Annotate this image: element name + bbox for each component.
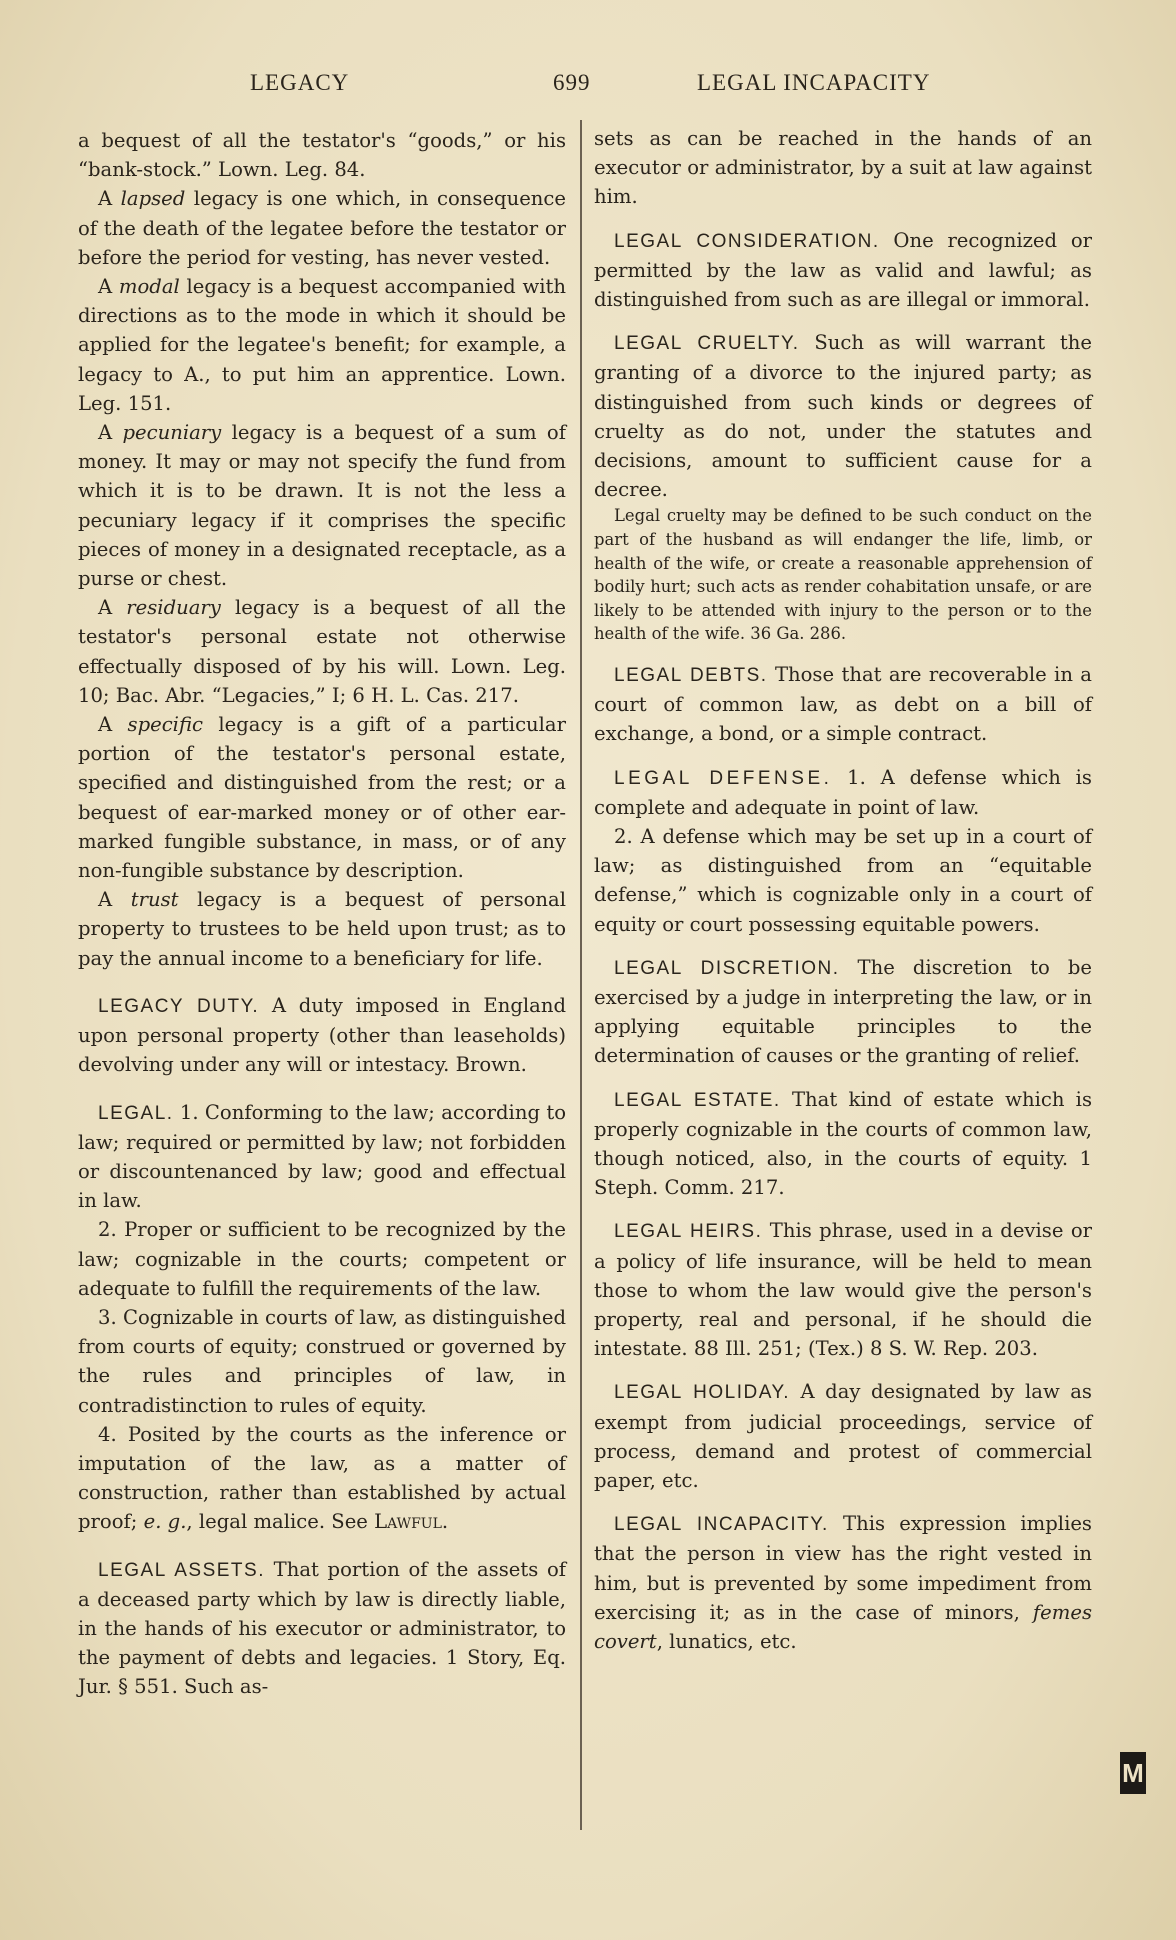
page-number: 699 xyxy=(553,70,591,95)
headword: LEGAL ASSETS. xyxy=(98,1559,265,1581)
thumb-index-tab[interactable]: M xyxy=(1120,1752,1146,1794)
headword: LEGACY DUTY. xyxy=(98,995,260,1017)
entry-legal-sense-3: 3. Cognizable in courts of law, as distinguished from courts of equity; construed or governed by the rules and principles of law, in contradistinction to rules of equity. xyxy=(78,1305,566,1417)
subentry-specific: A specific legacy is a gift of a particular portion of the testator's personal estate, specified and distinguished from the rest; or a bequest of ear-marked money or of other ear-marked fungible substance, in mass, or of any non-fungible substance by description. xyxy=(78,713,566,883)
headword: LEGAL HOLIDAY. xyxy=(614,1382,790,1404)
headword: LEGAL. xyxy=(98,1102,174,1124)
entry-legal-incapacity: LEGAL INCAPACITY. This expression implies that the person in view has the right vested in him, but is prevented by some impediment from exercising it; as in the case of minors, femes covert, lunatics, etc. xyxy=(594,1512,1092,1654)
entry-legal-estate: LEGAL ESTATE. That kind of estate which is properly cognizable in the courts of common law, though noticed, also, in the courts of equity. 1 Steph. Comm. 217. xyxy=(594,1087,1092,1200)
entry-legal-cruelty: LEGAL CRUELTY. Such as will warrant the granting of a divorce to the injured party; as distinguished from such kinds or degrees of cruelty as do not, under the statutes and decisions, amount to sufficient cause for a decree. xyxy=(594,331,1092,502)
continued-text: sets as can be reached in the hands of an executor or administrator, by a suit at law against him. xyxy=(594,127,1092,209)
subentry-pecuniary: A pecuniary legacy is a bequest of a sum of money. It may or may not specify the fund from which it is to be drawn. It is not the less a pecuniary legacy if it comprises the specific pieces of money in a designated receptacle, as a purse or chest. xyxy=(78,421,566,591)
headword: LEGAL HEIRS. xyxy=(614,1221,763,1243)
entry-legal-holiday: LEGAL HOLIDAY. A day designated by law as exempt from judicial proceedings, service of process, demand and protest of commercial paper, etc. xyxy=(594,1380,1092,1493)
headword: LEGAL CRUELTY. xyxy=(614,333,800,355)
entry-legal-defense: LEGAL DEFENSE. 1. A defense which is complete and adequate in point of law. xyxy=(594,765,1092,819)
continued-text: a bequest of all the testator's “goods,” or his “bank-stock.” Lown. Leg. 84. xyxy=(78,129,566,182)
entry-legal-consideration: LEGAL CONSIDERATION. One recognized or permitted by the law as valid and lawful; as distinguished from such as are illegal or immoral. xyxy=(594,228,1093,312)
entry-legal: LEGAL. 1. Conforming to the law; according to law; required or permitted by law; not forbidden or discountenanced by law; good and effectual in law. xyxy=(78,1100,566,1213)
entry-legal-cruelty-note: Legal cruelty may be defined to be such conduct on the part of the husband as will endanger the life, limb, or health of the wife, or create a reasonable apprehension of bodily hurt; such acts as render cohabitation unsafe, or are likely to be attended with injury to the person or to the health of the wife. 36 Ga. 286. xyxy=(594,506,1092,644)
subentry-residuary: A residuary legacy is a bequest of all the testator's personal estate not otherwise effectually disposed of by his will. Lown. Leg. 10; Bac. Abr. “Legacies,” I; 6 H. L. Cas. 217. xyxy=(78,596,566,707)
headword: LEGAL ESTATE. xyxy=(614,1089,781,1111)
entry-legacy-duty: LEGACY DUTY. A duty imposed in England upon personal property (other than leaseholds) devolving under any will or intestacy. Brown. xyxy=(78,993,566,1077)
column-divider xyxy=(580,120,582,1830)
running-header xyxy=(75,70,975,100)
header-right-guide-word: LEGAL INCAPACITY xyxy=(697,70,931,95)
headword: LEGAL DEBTS. xyxy=(614,665,768,686)
entry-legal-sense-2: 2. Proper or sufficient to be recognized by the law; cognizable in the courts; competent or adequate to fulfill the requirements of the law. xyxy=(78,1218,566,1300)
headword: LEGAL DISCRETION. xyxy=(614,957,840,979)
entry-legal-assets: LEGAL ASSETS. That portion of the assets of a deceased party which by law is directly liable, in the hands of his executor or administrator, to the payment of debts and legacies. 1 Story, Eq. Jur. § 551. Such as- xyxy=(78,1557,566,1699)
entry-legal-heirs: LEGAL HEIRS. This phrase, used in a devise or a policy of life insurance, will be held to mean those to whom the law would give the person's property, real and personal, if he should die intestate. 88 Ill. 251; (Tex.) 8 S. W. Rep. 203. xyxy=(594,1219,1092,1361)
entry-legal-defense-sense-2: 2. A defense which may be set up in a court of law; as distinguished from an “equitable defense,” which is cognizable only in a court of equity or court possessing equitable powers. xyxy=(594,825,1092,936)
entry-legal-debts: LEGAL DEBTS. Those that are recoverable in a court of common law, as debt on a bill of exchange, a bond, or a simple contract. xyxy=(594,663,1092,746)
entry-legal-discretion: LEGAL DISCRETION. The discretion to be exercised by a judge in interpreting the law, or in applying equitable principles to the determination of causes or the granting of relief. xyxy=(594,955,1092,1068)
right-column xyxy=(594,124,1092,1656)
subentry-modal: A modal legacy is a bequest accompanied with directions as to the mode in which it should be applied for the legatee's benefit; for example, a legacy to A., to put him an apprentice. Lown. Leg. 151. xyxy=(78,275,566,415)
header-left-guide-word: LEGACY xyxy=(250,70,350,95)
subentry-trust: A trust legacy is a bequest of personal property to trustees to be held upon trust; as to pay the annual income to a beneficiary for life. xyxy=(78,888,566,970)
headword: LEGAL INCAPACITY. xyxy=(614,1514,829,1536)
headword: LEGAL CONSIDERATION. xyxy=(614,230,880,252)
headword: LEGAL DEFENSE. xyxy=(614,767,833,789)
left-column xyxy=(78,126,566,1702)
subentry-lapsed: A lapsed legacy is one which, in consequence of the death of the legatee before the testator or before the period for vesting, has never vested. xyxy=(78,187,566,269)
entry-legal-sense-4: 4. Posited by the courts as the inference or imputation of the law, as a matter of construction, rather than established by actual proof; e. g., legal malice. See Lawful. xyxy=(78,1422,566,1534)
